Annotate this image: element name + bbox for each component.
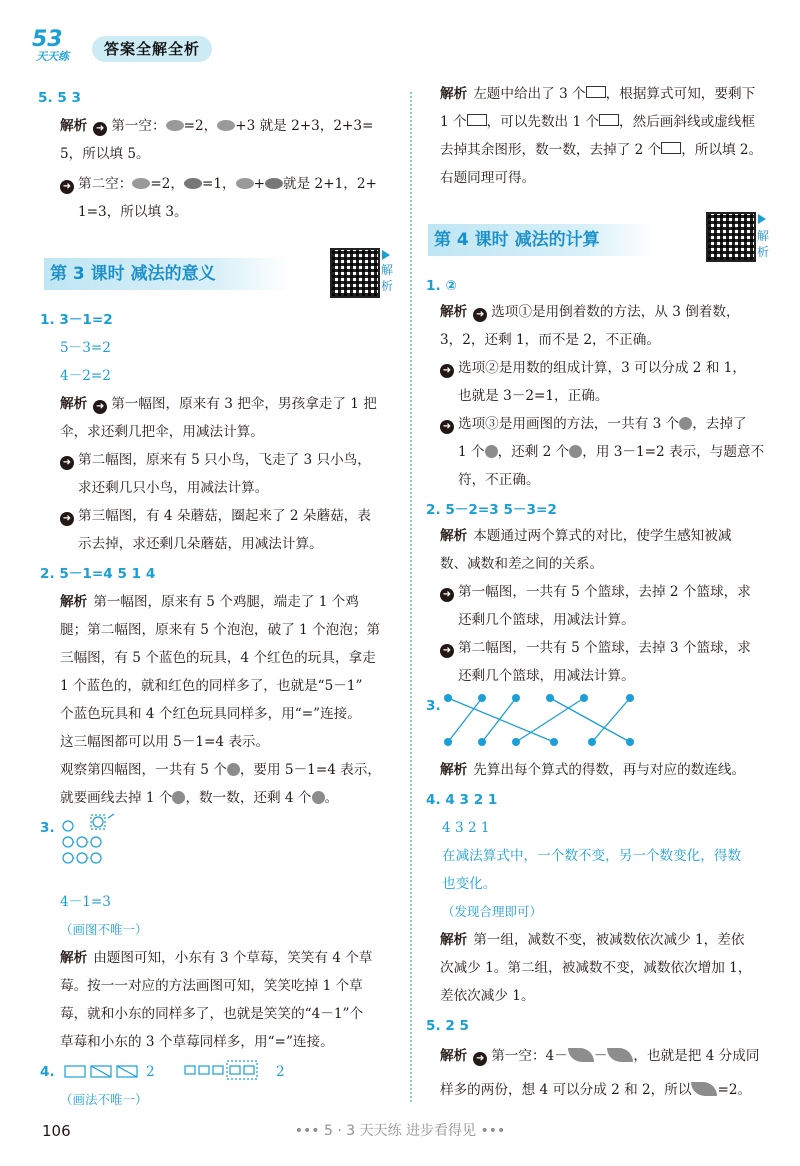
q2-explain-2: 腿；第二幅图，原来有 5 个泡泡，破了 1 个泡泡；第: [60, 622, 381, 638]
q4-box-diagram-b: [184, 1060, 270, 1090]
arrow-icon: ➜: [440, 588, 454, 602]
leaf-icon: [691, 1082, 717, 1096]
r-q4-note: （发现合理即可）: [442, 904, 543, 919]
play-icon: [382, 250, 390, 260]
pebble-icon: [265, 178, 283, 189]
r-q4-explain-2: 次减少 1。第二组，被减数不变，减数依次增加 1，: [440, 960, 752, 976]
r-q3-matching-diagram: [440, 690, 640, 760]
r-q5-explain-2: 样多的两份，想 4 可以分成 2 和 2，所以 =2。: [440, 1082, 752, 1098]
q3-equation: 4－1=3: [60, 894, 111, 910]
dot-icon: [679, 417, 692, 430]
arrow-icon: ➜: [473, 1052, 487, 1066]
qr-label: 解析: [757, 229, 770, 259]
r-q1-explain-1: 解析 ➜ 选项①是用倒着数的方法，从 3 倒着数，: [440, 304, 740, 320]
qr-label: 解析: [381, 263, 394, 293]
pebble-icon: [217, 120, 235, 131]
r-q2-explain-2: 数、减数和差之间的关系。: [440, 556, 604, 572]
pebble-icon: [132, 178, 150, 189]
brand-logo: [30, 24, 88, 64]
q3-number: 3.: [40, 820, 55, 836]
dot-icon: [227, 763, 240, 776]
arrow-icon: ➜: [60, 180, 74, 194]
q3-explain-3: 莓，就和小东的同样多了，也就是笑笑的“4－1”个: [60, 1006, 364, 1022]
q4-number: 4.: [40, 1064, 55, 1080]
pebble-icon: [166, 120, 184, 131]
q5-explain-line2: 5，所以填 5。: [60, 146, 150, 162]
q1-explain-6: 示去掉，求还剩几朵蘑菇，用减法计算。: [78, 536, 323, 552]
svg-text:天天练: 天天练: [36, 50, 69, 63]
right-explain-2: 1 个 ，可以先数出 1 个 ，然后画斜线或虚线框: [440, 114, 755, 130]
q2-answer: 2. 5－1=4 5 1 4: [40, 566, 156, 582]
q2-explain-3: 三幅图，有 5 个蓝色的玩具，4 个红色的玩具，拿走: [60, 650, 376, 666]
r-q5-explain-1: 解析 ➜ 第一空：4－ － ，也就是把 4 分成同: [440, 1048, 760, 1064]
arrow-icon: ➜: [440, 644, 454, 658]
leaf-icon: [568, 1048, 594, 1062]
r-q4-finding-1: 在减法算式中，一个数不变，另一个数变化，得数: [442, 848, 742, 864]
q1-answer-c: 4－2=2: [60, 368, 111, 384]
dot-icon: [172, 791, 185, 804]
dot-icon: [312, 791, 325, 804]
arrow-icon: ➜: [60, 456, 74, 470]
play-icon: [758, 214, 766, 224]
r-q2-answer: 2. 5－2=3 5－3=2: [426, 502, 557, 518]
rectangle-icon: [586, 86, 606, 98]
qr-code-icon[interactable]: [330, 248, 380, 298]
rectangle-icon: [467, 114, 487, 126]
q1-explain-4: 求还剩几只小鸟，用减法计算。: [78, 480, 269, 496]
r-q3-number: 3.: [426, 698, 441, 714]
footer-slogan: ••• 5 · 3 天天练 进步看得见 •••: [294, 1123, 506, 1139]
r-q2-explain-3: ➜ 第一幅图，一共有 5 个篮球，去掉 2 个篮球，求: [440, 578, 751, 606]
q1-explain-5: ➜ 第三幅图，有 4 朵蘑菇，圈起来了 2 朵蘑菇，表: [60, 502, 371, 530]
q2-explain-6: 这三幅图都可以用 5－1=4 表示。: [60, 734, 270, 750]
r-q4-answer-b: 4 3 2 1: [442, 820, 490, 836]
pebble-icon: [236, 178, 254, 189]
r-q2-explain-6: 还剩几个篮球，用减法计算。: [458, 668, 635, 684]
q1-explain-2: 伞，求还剩几把伞，用减法计算。: [60, 424, 264, 440]
q1-explain-3: ➜ 第二幅图，原来有 5 只小鸟，飞走了 3 只小鸟，: [60, 446, 371, 474]
page-number: 106: [42, 1122, 71, 1140]
arrow-icon: ➜: [60, 512, 74, 526]
q1-explain-1: 解析 ➜ 第一幅图，原来有 3 把伞，男孩拿走了 1 把: [60, 396, 377, 412]
leaf-icon: [607, 1048, 633, 1062]
q5-explain-line1: 解析 ➜ 第一空： =2， +3 就是 2+3，2+3=: [60, 118, 374, 134]
r-q1-explain-2: 3，2，还剩 1，而不是 2，不正确。: [440, 332, 660, 348]
q3-circle-diagram: [60, 812, 130, 884]
q4-answer-b: 2: [276, 1064, 285, 1080]
r-q2-explain-1: 解析 本题通过两个算式的对比，使学生感知被减: [440, 528, 732, 544]
r-q4-finding-2: 也变化。: [442, 876, 497, 892]
r-q1-explain-4: 也就是 3－2=1，正确。: [458, 388, 609, 404]
arrow-icon: ➜: [93, 122, 107, 136]
q2-explain-5: 个蓝色玩具和 4 个红色玩具同样多，用“=”连接。: [60, 706, 361, 722]
q2-explain-7: 观察第四幅图，一共有 5 个 ，要用 5－1=4 表示，: [60, 762, 381, 778]
r-q4-answer-a: 4. 4 3 2 1: [426, 792, 498, 808]
q3-explain-4: 草莓和小东的 3 个草莓同样多，用“=”连接。: [60, 1034, 334, 1050]
r-q2-explain-5: ➜ 第二幅图，一共有 5 个篮球，去掉 3 个篮球，求: [440, 634, 751, 662]
column-divider: [410, 92, 412, 1102]
q5-explain-line3: ➜ 第二空： =2， =1， + 就是 2+1，2+: [60, 170, 377, 198]
arrow-icon: ➜: [473, 308, 487, 322]
right-explain-3: 去掉其余图形，数一数，去掉了 2 个 ，所以填 2。: [440, 142, 763, 158]
q2-explain-1: 解析 第一幅图，原来有 5 个鸡腿，端走了 1 个鸡: [60, 594, 359, 610]
r-q1-explain-3: ➜ 选项②是用数的组成计算，3 可以分成 2 和 1，: [440, 354, 746, 382]
answer-badge: 答案全解全析: [92, 36, 212, 62]
q1-answer-a: 1. 3－1=2: [40, 312, 113, 328]
q5-answer: 5. 5 3: [38, 90, 82, 106]
q3-explain-1: 解析 由题图可知，小东有 3 个草莓，笑笑有 4 个草: [60, 950, 373, 966]
arrow-icon: ➜: [93, 400, 107, 414]
q4-answer-a: 2: [146, 1064, 155, 1080]
r-q4-explain-1: 解析 第一组，减数不变，被减数依次减少 1，差依: [440, 932, 745, 948]
q2-explain-8: 就要画线去掉 1 个 ，数一数，还剩 4 个 。: [60, 790, 339, 806]
qr-code-icon[interactable]: [706, 212, 756, 262]
lesson4-title: 第 4 课时 减法的计算: [428, 224, 654, 256]
lesson3-title: 第 3 课时 减法的意义: [44, 258, 290, 290]
q1-answer-b: 5－3=2: [60, 340, 111, 356]
q4-note: （画法不唯一）: [60, 1092, 148, 1107]
dot-icon: [569, 445, 582, 458]
r-q1-explain-5: ➜ 选项③是用画图的方法，一共有 3 个 ，去掉了: [440, 410, 747, 438]
r-q3-explain: 解析 先算出每个算式的得数，再与对应的数连线。: [440, 762, 746, 778]
rectangle-icon: [661, 142, 681, 154]
r-q1-answer: 1. ②: [426, 278, 457, 294]
q2-explain-4: 1 个蓝色的，就和红色的同样多了，也就是“5－1”: [60, 678, 363, 694]
svg-text:53: 53: [32, 27, 63, 52]
keyword-label: 解析: [60, 118, 88, 134]
rectangle-icon: [599, 114, 619, 126]
pebble-icon: [184, 178, 202, 189]
arrow-icon: ➜: [440, 420, 454, 434]
r-q5-answer: 5. 2 5: [426, 1018, 470, 1034]
right-explain-1: 解析 左题中给出了 3 个 ，根据算式可知，要剩下: [440, 86, 756, 102]
q3-note: （画图不唯一）: [60, 922, 148, 937]
r-q1-explain-7: 符，不正确。: [458, 472, 540, 488]
q5-explain-line4: 1=3，所以填 3。: [78, 204, 188, 220]
right-explain-4: 右题同理可得。: [440, 170, 536, 186]
arrow-icon: ➜: [440, 364, 454, 378]
r-q4-explain-3: 差依次减少 1。: [440, 988, 535, 1004]
dot-icon: [485, 445, 498, 458]
q3-explain-2: 莓。按一一对应的方法画图可知，笑笑吃掉 1 个草: [60, 978, 363, 994]
r-q2-explain-4: 还剩几个篮球，用减法计算。: [458, 612, 635, 628]
r-q1-explain-6: 1 个 ，还剩 2 个 ，用 3－1=2 表示，与题意不: [458, 444, 765, 460]
